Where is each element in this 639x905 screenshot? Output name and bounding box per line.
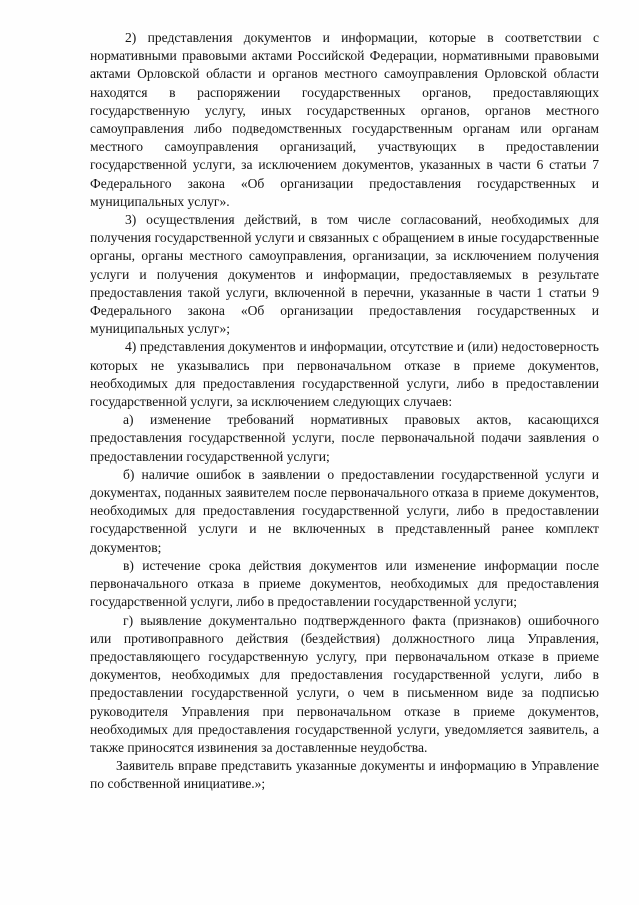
paragraph-item-4: 4) представления документов и информации, отсутствие и (или) недостоверность которых не указывались при первоначальном отказе в приеме документов, необходимых для предоставления государственной услуги, либо в предоставлении государственной услуги, за исключением следующих случаев:	[90, 339, 599, 410]
closing-paragraph: Заявитель вправе представить указанные документы и информацию в Управление по собственной инициативе.»;	[90, 758, 599, 792]
paragraph-item-2: 2) представления документов и информации, которые в соответствии с нормативными правовыми актами Российской Федерации, нормативными правовыми актами Орловской области и органов местного самоуправления Орловской области находятся в распоряжении государственных органов, предоставляющих государственную услугу, иных государственных органов, органов местного самоуправления либо подведомственных государственным органам или органам местного самоуправления организаций, участвующих в предоставлении государственной услуги, за исключением документов, указанных в части 6 статьи 7 Федерального закона «Об организации предоставления государственных и муниципальных услуг».	[90, 30, 599, 209]
subparagraph-g: г) выявление документально подтвержденного факта (признаков) ошибочного или противоправного действия (бездействия) должностного лица Управления, предоставляющего государственную услугу, при первоначальном отказе в приеме документов, необходимых для предоставления государственной услуги, либо в предоставлении государственной услуги, о чем в письменном виде за подписью руководителя Управления при первоначальном отказе в приеме документов, необходимых для предоставления государственной услуги, уведомляется заявитель, а также приносятся извинения за доставленные неудобства.	[90, 612, 599, 755]
paragraph-item-3: 3) осуществления действий, в том числе согласований, необходимых для получения государственной услуги и связанных с обращением в иные государственные органы, органы местного самоуправления, организации, за исключением получения услуги и получения документов и информации, предоставляемых в результате предоставления такой услуги, включенной в перечни, указанные в части 1 статьи 9 Федерального закона «Об организации предоставления государственных и муниципальных услуг»;	[90, 212, 599, 337]
document-body	[90, 29, 599, 794]
subparagraph-b: б) наличие ошибок в заявлении о предоставлении государственной услуги и документах, поданных заявителем после первоначального отказа в приеме документов, необходимых для предоставления государственной услуги, либо в предоставлении государственной услуги и не включенных в представленный ранее комплект документов;	[90, 466, 599, 555]
subparagraph-a: а) изменение требований нормативных правовых актов, касающихся предоставления государственной услуги, после первоначальной подачи заявления о предоставлении государственной услуги;	[90, 412, 599, 464]
subparagraph-v: в) истечение срока действия документов или изменение информации после первоначального отказа в приеме документов, необходимых для предоставления государственной услуги, либо в предоставлении государственной услуги;	[90, 557, 599, 610]
